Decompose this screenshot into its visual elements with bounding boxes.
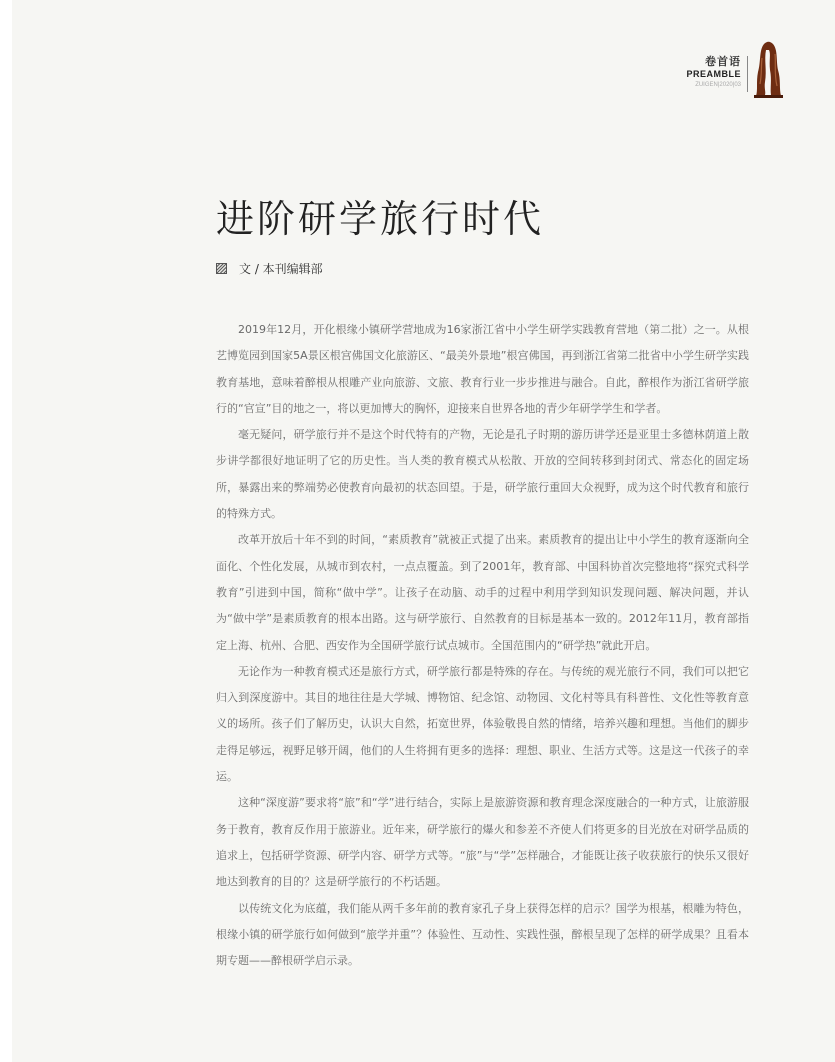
- byline-text: 文 / 本刊编辑部: [239, 261, 323, 276]
- paragraph: 无论作为一种教育模式还是旅行方式，研学旅行都是特殊的存在。与传统的观光旅行不同，我们可以把它归入到深度游中。其目的地往往是大学城、博物馆、纪念馆、动物园、文化村等具有科普性、文化性等教育意义的场所。孩子们了解历史，认识大自然，拓宽世界，体验敬畏自然的情绪，培养兴趣和理想。当他们的脚步走得足够远，视野足够开阔，他们的人生将拥有更多的选择：理想、职业、生活方式等。这是这一代孩子的幸运。: [216, 664, 749, 784]
- section-tag: [686, 56, 741, 88]
- page-gutter: [0, 0, 12, 1062]
- section-name-cn: 卷首语: [705, 55, 741, 68]
- byline: [216, 260, 323, 276]
- section-name-en: PREAMBLE: [686, 69, 741, 79]
- article-body: [216, 317, 749, 974]
- paragraph: 改革开放后十年不到的时间，“素质教育”就被正式提了出来。素质教育的提出让中小学生的教育逐渐向全面化、个性化发展，从城市到农村，一点点覆盖。到了2001年，教育部、中国科协首次完整地将“探究式科学教育”引进到中国，简称“做中学”。让孩子在动脑、动手的过程中利用学到知识发现问题、解决问题，并认为“做中学”是素质教育的根本出路。这与研学旅行、自然教育的目标是基本一致的。2012年11月，教育部指定上海、杭州、合肥、西安作为全国研学旅行试点城市。全国范围内的“研学热”就此开启。: [216, 533, 749, 652]
- square-hatch-icon: [216, 263, 227, 274]
- issue-number: ZUIGEN|2020|03: [695, 82, 741, 88]
- paragraph: 以传统文化为底蕴，我们能从两千多年前的教育家孔子身上获得怎样的启示？国学为根基，根雕为特色，根缘小镇的研学旅行如何做到“旅学并重”？体验性、互动性、实践性强，醉根呈现了怎样的研学成果？且看本期专题——醉根研学启示录。: [216, 901, 749, 968]
- article-title: 进阶研学旅行时代: [216, 197, 545, 241]
- section-divider: [747, 56, 748, 92]
- paragraph: 2019年12月，开化根缘小镇研学营地成为16家浙江省中小学生研学实践教育营地（第二批）之一。从根艺博览园到国家5A景区根宫佛国文化旅游区、“最美外景地”根宫佛国，再到浙江省第二批省中小学生研学实践教育基地，意味着醉根从根雕产业向旅游、文旅、教育行业一步步推进与融合。自此，醉根作为浙江省研学旅行的“官宣”目的地之一，将以更加博大的胸怀，迎接来自世界各地的青少年研学学生和学者。: [216, 323, 749, 415]
- root-sculpture-icon: [753, 40, 783, 100]
- paragraph: 这种“深度游”要求将“旅”和“学”进行结合，实际上是旅游资源和教育理念深度融合的一种方式，让旅游服务于教育，教育反作用于旅游业。近年来，研学旅行的爆火和参差不齐使人们将更多的目光放在对研学品质的追求上，包括研学资源、研学内容、研学方式等。“旅”与“学”怎样融合，才能既让孩子收获旅行的快乐又很好地达到教育的目的？这是研学旅行的不朽话题。: [216, 796, 749, 889]
- paragraph: 毫无疑问，研学旅行并不是这个时代特有的产物，无论是孔子时期的游历讲学还是亚里士多德林荫道上散步讲学都很好地证明了它的历史性。当人类的教育模式从松散、开放的空间转移到封闭式、常态化的固定场所，暴露出来的弊端势必使教育向最初的状态回望。于是，研学旅行重回大众视野，成为这个时代教育和旅行的特殊方式。: [216, 428, 749, 521]
